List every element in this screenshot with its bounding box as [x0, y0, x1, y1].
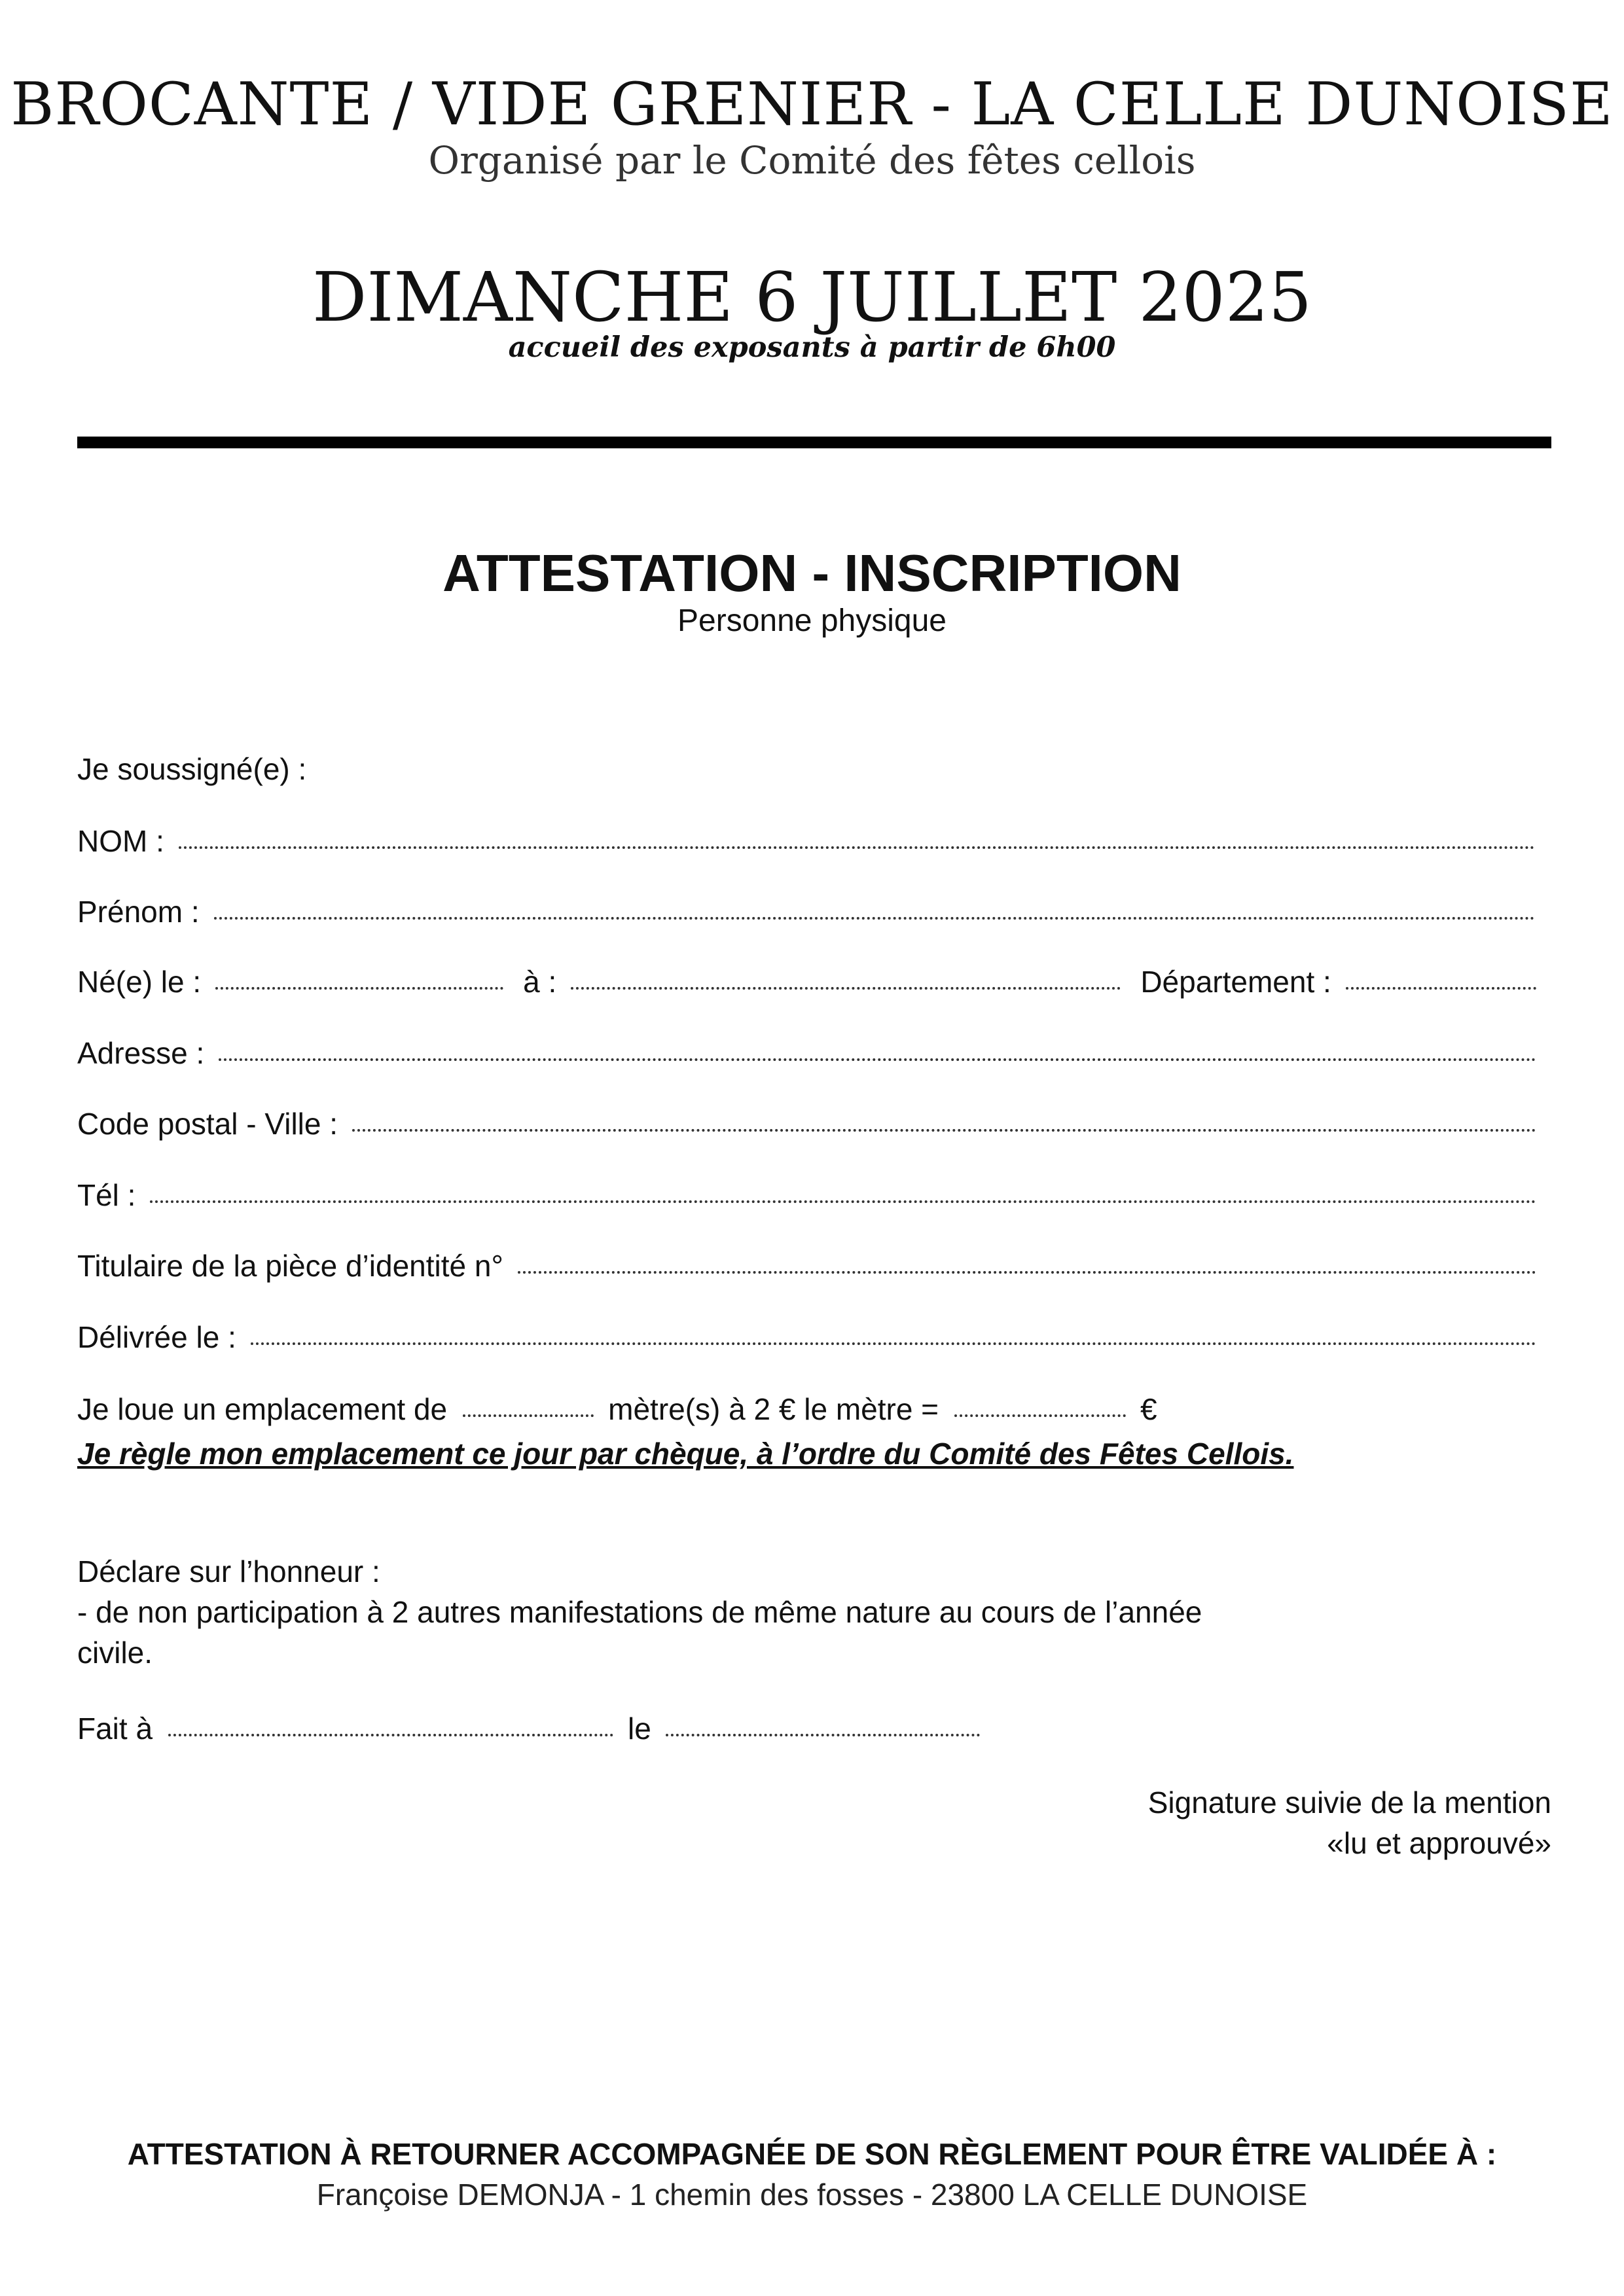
fait-a-field[interactable] — [168, 1734, 613, 1736]
birth-date-field[interactable] — [215, 987, 503, 990]
signature-line-1: Signature suivie de la mention — [1147, 1785, 1551, 1820]
adresse-field[interactable] — [219, 1058, 1536, 1061]
exhibitor-welcome-time: accueil des exposants à partir de 6h00 — [508, 331, 1116, 364]
fait-a-label: Fait à — [77, 1712, 153, 1746]
form-title: ATTESTATION - INSCRIPTION — [442, 544, 1182, 602]
date-field[interactable] — [666, 1734, 980, 1736]
declaration-line-1: - de non participation à 2 autres manifestations de même nature au cours de l’année — [77, 1595, 1202, 1629]
form-subtitle: Personne physique — [677, 603, 947, 638]
piece-identite-label: Titulaire de la pièce d’identité n° — [77, 1249, 503, 1283]
header-divider — [77, 437, 1551, 448]
delivree-label: Délivrée le : — [77, 1320, 236, 1354]
emplacement-prefix: Je loue un emplacement de — [77, 1392, 448, 1426]
event-date: DIMANCHE 6 JUILLET 2025 — [312, 257, 1312, 337]
nom-label: NOM : — [77, 824, 164, 858]
adresse-row — [77, 1038, 1540, 1068]
birth-place-field[interactable] — [571, 987, 1121, 990]
declaration-heading: Déclare sur l’honneur : — [77, 1554, 380, 1588]
birth-place-label: à : — [523, 965, 557, 999]
birth-date-label: Né(e) le : — [77, 965, 202, 999]
prenom-label: Prénom : — [77, 895, 200, 929]
nom-row — [77, 826, 1539, 856]
emplacement-metres-field[interactable] — [463, 1414, 594, 1417]
code-postal-ville-field[interactable] — [352, 1129, 1536, 1132]
declaration-block — [77, 1551, 1550, 1673]
adresse-label: Adresse : — [77, 1036, 205, 1070]
prenom-row — [77, 897, 1539, 927]
nom-field[interactable] — [179, 846, 1535, 849]
footer-address: Françoise DEMONJA - 1 chemin des fosses - 23800 LA CELLE DUNOISE — [316, 2178, 1308, 2212]
form-intro: Je soussigné(e) : — [77, 752, 307, 786]
fait-a-row — [77, 1713, 984, 1744]
code-postal-ville-label: Code postal - Ville : — [77, 1107, 338, 1141]
prenom-field[interactable] — [214, 917, 1535, 920]
payment-note: Je règle mon emplacement ce jour par chèque, à l’ordre du Comité des Fêtes Cellois. — [77, 1437, 1294, 1471]
departement-field[interactable] — [1346, 987, 1536, 990]
delivree-field[interactable] — [251, 1342, 1536, 1345]
departement-label: Département : — [1140, 965, 1331, 999]
tel-label: Tél : — [77, 1178, 136, 1212]
signature-line-2: «lu et approuvé» — [1327, 1826, 1551, 1860]
piece-identite-field[interactable] — [518, 1271, 1536, 1274]
declaration-line-2: civile. — [77, 1636, 153, 1670]
emplacement-row — [77, 1394, 1157, 1424]
emplacement-total-field[interactable] — [954, 1414, 1126, 1417]
tel-row — [77, 1180, 1540, 1210]
emplacement-price-text: mètre(s) à 2 € le mètre = — [608, 1392, 939, 1426]
delivree-row — [77, 1322, 1540, 1352]
code-postal-ville-row — [77, 1109, 1540, 1139]
signature-block — [1148, 1782, 1551, 1863]
organizer-subtitle: Organisé par le Comité des fêtes cellois — [428, 138, 1196, 183]
tel-field[interactable] — [150, 1200, 1536, 1203]
footer-instruction: ATTESTATION À RETOURNER ACCOMPAGNÉE DE SON RÈGLEMENT POUR ÊTRE VALIDÉE À : — [127, 2137, 1497, 2171]
euro-symbol: € — [1140, 1392, 1157, 1426]
piece-identite-row — [77, 1251, 1540, 1281]
date-label: le — [628, 1712, 651, 1746]
event-title: BROCANTE / VIDE GRENIER - LA CELLE DUNOISE — [10, 70, 1614, 139]
birth-row — [77, 967, 1540, 997]
